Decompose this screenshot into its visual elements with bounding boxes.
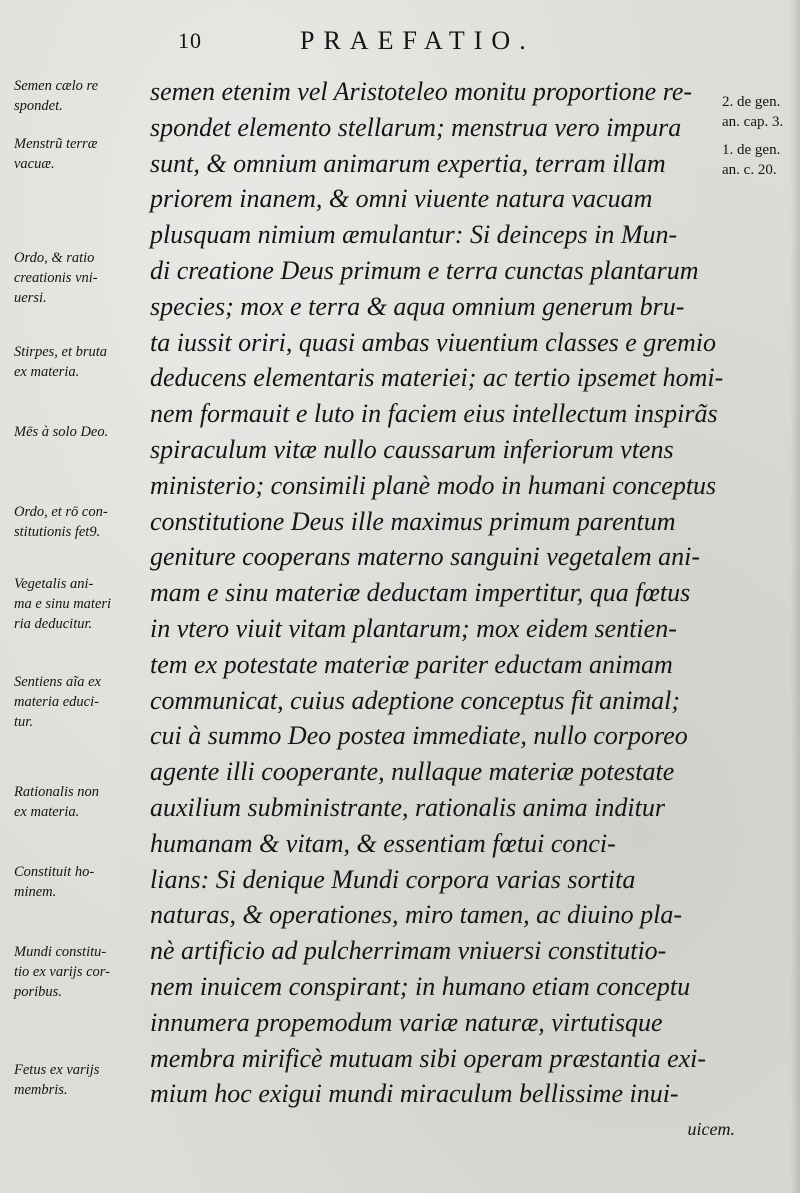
marginal-note: Fetus ex varijs membris. [14, 1062, 100, 1098]
text-line: membra mirificè mutuam sibi operam præstantia exi- [150, 1043, 707, 1073]
text-line: deducens elementaris materiei; ac tertio ipsemet homi- [150, 363, 724, 393]
text-line: species; mox e terra & aqua omnium generum bru- [150, 291, 685, 321]
text-line: agente illi cooperante, nullaque materiæ potestate [150, 757, 675, 787]
text-line: cui à summo Deo postea immediate, nullo corporeo [150, 721, 688, 751]
text-line: innumera propemodum variæ naturæ, virtutisque [150, 1007, 663, 1037]
text-line: plusquam nimium æmulantur: Si deinceps in Mun- [150, 220, 678, 250]
text-line: sunt, & omnium animarum expertia, terram illam [150, 148, 666, 178]
page-number: 10 [178, 28, 202, 53]
text-line: semen etenim vel Aristoteleo monitu proportione re- [150, 77, 693, 106]
marginal-note: Semen cælo re spondet. [14, 78, 99, 114]
text-line: spiraculum vitæ nullo caussarum inferiorum vtens [150, 434, 674, 464]
text-line: nem inuicem conspirant; in humano etiam conceptu [150, 971, 691, 1001]
main-text-block [150, 74, 735, 1148]
running-title: PRAEFATIO. [300, 26, 535, 55]
marginal-note: Menstrũ terræ vacuæ. [14, 136, 98, 172]
marginal-note: Ordo, et rō con- stitutionis fet9. [14, 504, 108, 540]
text-line: lians: Si denique Mundi corpora varias sortita [150, 864, 636, 894]
marginal-note: Vegetalis ani- ma e sinu materi ria deducitur. [14, 576, 112, 632]
text-line: ministerio; consimili planè modo in humani conceptus [150, 470, 717, 500]
page-edge-shadow [790, 0, 800, 1193]
text-line: communicat, cuius adeptione conceptus fit animal; [150, 685, 681, 715]
text-line: naturas, & operationes, miro tamen, ac diuino pla- [150, 900, 683, 930]
text-line: tem ex potestate materiæ pariter eductam animam [150, 649, 673, 679]
text-line: mam e sinu materiæ deductam impertitur, qua fœtus [150, 578, 691, 608]
marginal-note: Sentiens aĩa ex materia educi- tur. [14, 674, 101, 730]
text-line: ta iussit oriri, quasi ambas viuentium classes e gremio [150, 327, 716, 357]
text-line: constitutione Deus ille maximus primum parentum [150, 506, 676, 536]
marginal-note: Constituit ho- minem. [14, 864, 95, 900]
text-line: mium hoc exigui mundi miraculum bellissime inui- [150, 1079, 679, 1109]
marginal-reference: 1. de gen. an. c. 20. [722, 142, 781, 178]
text-line: geniture cooperans materno sanguini vegetalem ani- [150, 542, 700, 572]
text-line: in vtero viuit vitam plantarum; mox eidem sentien- [150, 613, 677, 643]
text-line: di creatione Deus primum e terra cunctas plantarum [150, 255, 699, 285]
text-line: auxilium subministrante, rationalis anima inditur [150, 792, 665, 822]
marginal-reference: 2. de gen. an. cap. 3. [722, 94, 784, 130]
marginal-note: Mēs à solo Deo. [14, 424, 109, 440]
text-line: spondet elemento stellarum; menstrua vero impura [150, 112, 682, 142]
text-line: priorem inanem, & omni viuente natura vacuam [150, 184, 653, 214]
marginal-note: Mundi constitu- tio ex varijs cor- poribus. [14, 944, 110, 1000]
text-line: humanam & vitam, & essentiam fœtui conci- [150, 828, 616, 858]
text-line: nem formauit e luto in faciem eius intellectum inspirãs [150, 399, 718, 429]
marginal-note: Ordo, & ratio creationis vni- uersi. [14, 250, 98, 306]
catchword: uicem. [687, 1119, 735, 1140]
marginal-note: Stirpes, et bruta ex materia. [14, 344, 108, 380]
marginal-note: Rationalis non ex materia. [14, 784, 99, 820]
page-header [0, 26, 800, 60]
text-line: nè artificio ad pulcherrimam vniuersi constitutio- [150, 936, 667, 966]
